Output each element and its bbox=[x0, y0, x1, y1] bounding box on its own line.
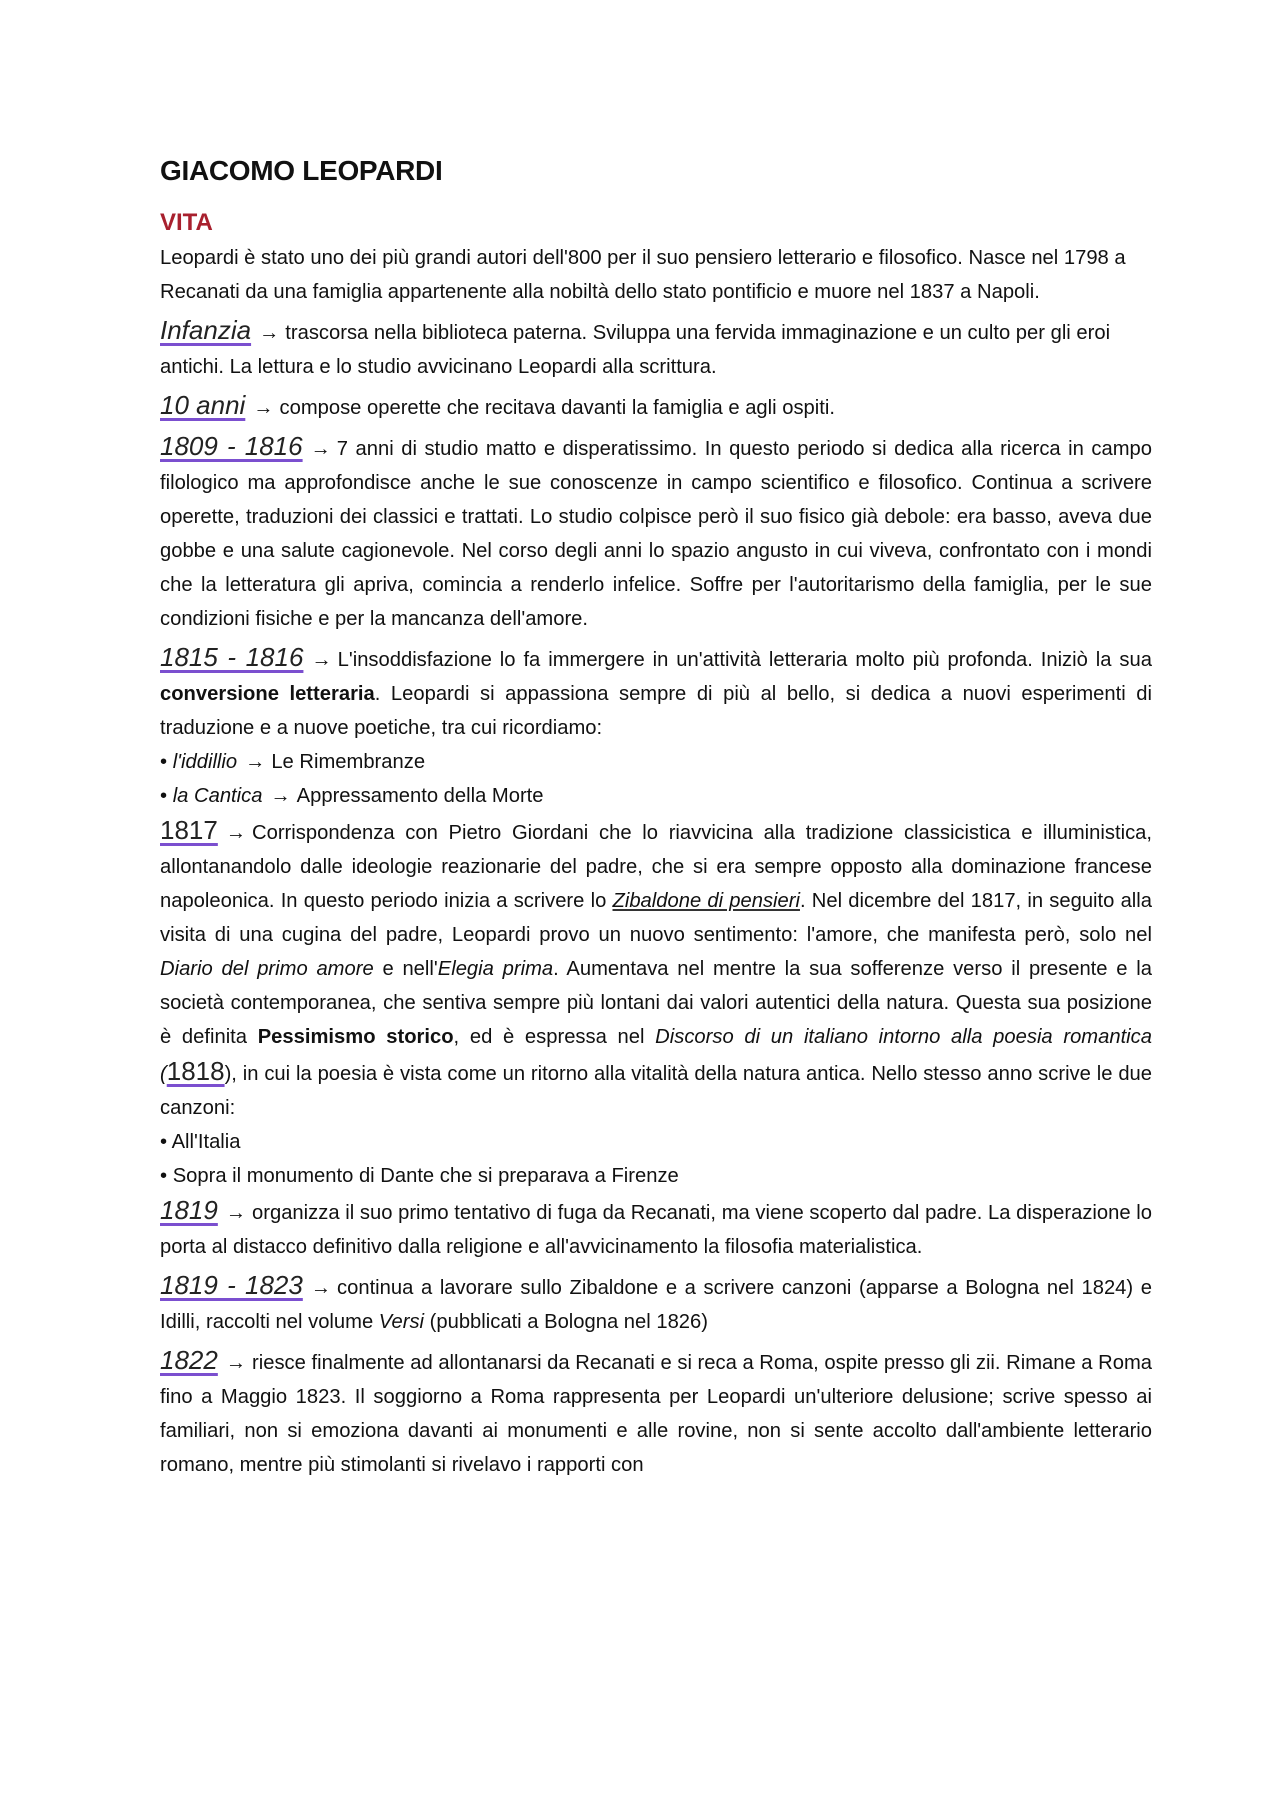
list-item bbox=[160, 1125, 1152, 1159]
entry-label: 1819 - 1823 bbox=[160, 1270, 303, 1300]
entry-text: trascorsa nella biblioteca paterna. Sviluppa una fervida immaginazione e un culto per gli eroi antichi. La lettura e lo studio avvicinano Leopardi alla scrittura. bbox=[160, 322, 1111, 378]
entry-1809-1816 bbox=[160, 429, 1152, 636]
entry-1817 bbox=[160, 813, 1152, 1125]
document-page bbox=[160, 155, 1152, 1482]
bullet-icon: • bbox=[160, 785, 168, 807]
list-item bbox=[160, 779, 1152, 813]
canzone-title: All'Italia bbox=[171, 1131, 241, 1153]
entry-text: continua a lavorare sullo Zibaldone e a scrivere canzoni (apparse a Bologna nel 1824) e Idilli, raccolti nel volume bbox=[160, 1277, 1152, 1333]
work-title: Appressamento della Morte bbox=[296, 785, 544, 807]
arrow-icon: → bbox=[245, 751, 266, 773]
entry-text: , ed è espressa nel bbox=[453, 1026, 656, 1048]
arrow-icon: → bbox=[225, 1352, 247, 1374]
arrow-icon: → bbox=[225, 1202, 247, 1224]
entry-text: 7 anni di studio matto e disperatissimo. In questo periodo si dedica alla ricerca in campo filologico ma approfondisce anche le sue conoscenze in campo scientifico e filosofico. Continua a scrivere operette, traduzioni dei classici e trattati. Lo studio colpisce però il suo fisico già debole: era basso, aveva due gobbe e una salute cagionevole. Nel corso degli anni lo spazio angusto in cui viveva, confrontato con i mondi che la letteratura gli apriva, comincia a renderlo infelice. Soffre per l'autoritarismo della famiglia, per le sue condizioni fisiche e per la mancanza dell'amore. bbox=[160, 438, 1152, 630]
section-heading: VITA bbox=[160, 209, 213, 236]
work-discorso: Discorso di un italiano intorno alla poesia romantica ( bbox=[160, 1026, 1152, 1085]
arrow-icon: → bbox=[310, 438, 331, 460]
arrow-icon: → bbox=[225, 822, 247, 844]
entry-label: 1817 bbox=[160, 815, 218, 845]
list-item bbox=[160, 1159, 1152, 1193]
entry-10-anni bbox=[160, 388, 1152, 425]
work-elegia: Elegia prima bbox=[437, 958, 554, 980]
bold-term: conversione letteraria bbox=[160, 683, 375, 705]
entry-1815-1816 bbox=[160, 640, 1152, 745]
list-item bbox=[160, 745, 1152, 779]
work-versi: Versi bbox=[378, 1311, 425, 1333]
entry-label: 1819 bbox=[160, 1195, 218, 1225]
canzone-title: Sopra il monumento di Dante che si preparava a Firenze bbox=[172, 1165, 679, 1187]
entry-text: riesce finalmente ad allontanarsi da Recanati e si reca a Roma, ospite presso gli zii. Rimane a Roma fino a Maggio 1823. Il soggiorno a Roma rappresenta per Leopardi un'ulteriore delusione; scrive spesso ai familiari, non si emoziona davanti ai monumenti e alle rovine, non si sente accolto dall'ambiente letterario romano, mentre più stimolanti si rivelavo i rapporti con bbox=[160, 1352, 1152, 1476]
arrow-icon: → bbox=[253, 397, 274, 419]
entry-text: Corrispondenza con Pietro Giordani che lo riavvicina alla tradizione classicistica e illuministica, allontanandolo dalle ideologie reazionarie del padre, che si era sempre opposto alla dominazione francese napoleonica. In questo periodo inizia a scrivere lo bbox=[160, 822, 1152, 912]
entry-text: . Nel dicembre del 1817, in seguito alla visita di una cugina del padre, Leopardi provo un nuovo sentimento: l'amore, che manifesta però, solo nel bbox=[160, 890, 1153, 946]
bullet-icon: • bbox=[160, 751, 168, 773]
arrow-icon: → bbox=[270, 785, 291, 807]
entry-label: 1822 bbox=[160, 1345, 218, 1375]
entry-text: . Leopardi si appassiona sempre di più al bello, si dedica a nuovi esperimenti di traduzione e a nuove poetiche, tra cui ricordiamo: bbox=[160, 683, 1152, 739]
entry-text: . Aumentava nel mentre la sua sofferenze verso il presente e la società contemporanea, che sentiva sempre più lontani dai valori autentici della natura. Questa sua posizione è definita bbox=[160, 958, 1152, 1048]
entry-text: compose operette che recitava davanti la famiglia e agli ospiti. bbox=[279, 397, 835, 419]
entry-text: e nell' bbox=[373, 958, 438, 980]
bullet-icon: • bbox=[160, 1165, 168, 1187]
document-title: GIACOMO LEOPARDI bbox=[160, 155, 443, 186]
work-zibaldone: Zibaldone di pensieri bbox=[612, 890, 800, 912]
entry-text: ), in cui la poesia è vista come un ritorno alla vitalità della natura antica. Nello stesso anno scrive le due canzoni: bbox=[160, 1063, 1152, 1119]
entry-1822 bbox=[160, 1343, 1152, 1482]
work-name: l'iddillio bbox=[172, 751, 238, 773]
bullet-icon: • bbox=[160, 1131, 168, 1153]
entry-label: 1815 - 1816 bbox=[160, 642, 304, 672]
arrow-icon: → bbox=[310, 1277, 332, 1299]
entry-1819-1823 bbox=[160, 1268, 1152, 1339]
entry-label: Infanzia bbox=[160, 315, 252, 345]
entry-text: (pubblicati a Bologna nel 1826) bbox=[424, 1311, 708, 1333]
entry-infanzia bbox=[160, 313, 1152, 384]
work-name: la Cantica bbox=[172, 785, 263, 807]
work-title: Le Rimembranze bbox=[271, 751, 426, 773]
intro-paragraph: Leopardi è stato uno dei più grandi autori dell'800 per il suo pensiero letterario e filosofico. Nasce nel 1798 a Recanati da una famiglia appartenente alla nobiltà dello stato pontificio e muore nel 1837 a Napoli. bbox=[160, 247, 1126, 303]
arrow-icon: → bbox=[311, 649, 332, 671]
entry-label: 1809 - 1816 bbox=[160, 431, 303, 461]
arrow-icon: → bbox=[259, 322, 280, 344]
entry-text: L'insoddisfazione lo fa immergere in un'attività letteraria molto più profonda. Iniziò la sua bbox=[337, 649, 1152, 671]
entry-text: organizza il suo primo tentativo di fuga da Recanati, ma viene scoperto dal padre. La disperazione lo porta al distacco definitivo dalla religione e all'avvicinamento la filosofia materialistica. bbox=[160, 1202, 1152, 1258]
work-diario: Diario del primo amore bbox=[160, 958, 374, 980]
entry-1819 bbox=[160, 1193, 1152, 1264]
bold-term: Pessimismo storico bbox=[257, 1026, 454, 1048]
entry-label: 10 anni bbox=[160, 390, 246, 420]
year-1818: 1818 bbox=[166, 1056, 225, 1086]
